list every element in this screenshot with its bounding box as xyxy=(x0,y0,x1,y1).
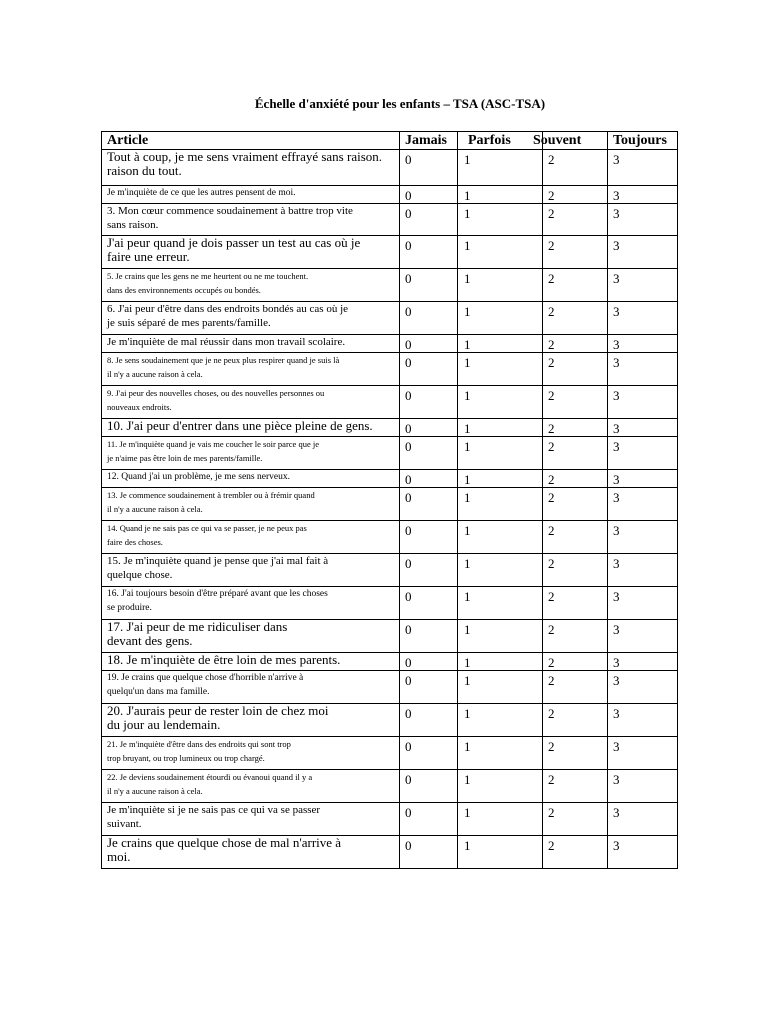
score-toujours: 3 xyxy=(608,204,678,236)
item-text-line: il n'y a aucune raison à cela. xyxy=(107,786,203,796)
table-row xyxy=(102,521,678,554)
score-souvent: 2 xyxy=(543,386,608,419)
score-parfois: 1 xyxy=(458,587,543,620)
item-text-line: Je m'inquiète de mal réussir dans mon travail scolaire. xyxy=(107,336,346,348)
item-text-line: 13. Je commence soudainement à trembler ou à frémir quand xyxy=(107,490,315,500)
score-jamais: 0 xyxy=(400,620,458,653)
score-parfois: 1 xyxy=(458,803,543,836)
score-parfois: 1 xyxy=(458,653,543,671)
table-row xyxy=(102,737,678,770)
score-parfois: 1 xyxy=(458,488,543,521)
score-souvent: 2 xyxy=(543,620,608,653)
item-text xyxy=(102,353,400,386)
score-souvent: 2 xyxy=(543,437,608,470)
item-text xyxy=(102,737,400,770)
item-text-line: 15. Je m'inquiète quand je pense que j'ai mal fait à xyxy=(107,555,329,567)
score-parfois: 1 xyxy=(458,204,543,236)
score-toujours: 3 xyxy=(608,620,678,653)
score-souvent: 2 xyxy=(543,836,608,869)
score-souvent: 2 xyxy=(543,653,608,671)
score-souvent: 2 xyxy=(543,704,608,737)
item-text-line: 12. Quand j'ai un problème, je me sens nerveux. xyxy=(107,472,290,482)
table-row xyxy=(102,671,678,704)
score-toujours: 3 xyxy=(608,803,678,836)
score-jamais: 0 xyxy=(400,437,458,470)
item-text xyxy=(102,620,400,653)
score-souvent: 2 xyxy=(543,587,608,620)
table-row xyxy=(102,150,678,186)
table-row xyxy=(102,470,678,488)
score-souvent: 2 xyxy=(543,803,608,836)
anxiety-scale-table xyxy=(101,131,678,869)
table-row xyxy=(102,620,678,653)
item-text-line: 8. Je sens soudainement que je ne peux plus respirer quand je suis là xyxy=(107,355,340,365)
table-row xyxy=(102,302,678,335)
item-text xyxy=(102,488,400,521)
item-text xyxy=(102,671,400,704)
score-toujours: 3 xyxy=(608,653,678,671)
score-parfois: 1 xyxy=(458,236,543,269)
score-parfois: 1 xyxy=(458,386,543,419)
score-souvent: 2 xyxy=(543,302,608,335)
item-text-line: 11. Je m'inquiète quand je vais me coucher le soir parce que je xyxy=(107,439,319,449)
score-toujours: 3 xyxy=(608,554,678,587)
score-souvent: 2 xyxy=(543,204,608,236)
item-text xyxy=(102,204,400,236)
item-text-line: quelqu'un dans ma famille. xyxy=(107,687,210,697)
item-text-line: devant des gens. xyxy=(107,633,193,648)
score-jamais: 0 xyxy=(400,803,458,836)
header-toujours: Toujours xyxy=(608,132,678,150)
item-text xyxy=(102,150,400,186)
item-text xyxy=(102,437,400,470)
item-text-line: faire une erreur. xyxy=(107,249,190,264)
score-jamais: 0 xyxy=(400,150,458,186)
score-toujours: 3 xyxy=(608,587,678,620)
item-text-line: moi. xyxy=(107,849,131,864)
item-text-line: Je crains que quelque chose de mal n'arrive à xyxy=(107,835,342,850)
score-parfois: 1 xyxy=(458,671,543,704)
item-text xyxy=(102,770,400,803)
score-parfois: 1 xyxy=(458,302,543,335)
score-souvent: 2 xyxy=(543,269,608,302)
score-toujours: 3 xyxy=(608,836,678,869)
score-toujours: 3 xyxy=(608,470,678,488)
score-souvent: 2 xyxy=(543,186,608,204)
document-title: Échelle d'anxiété pour les enfants – TSA (ASC-TSA) xyxy=(254,96,546,111)
score-souvent: 2 xyxy=(543,521,608,554)
score-souvent: 2 xyxy=(543,737,608,770)
score-parfois: 1 xyxy=(458,521,543,554)
score-souvent: 2 xyxy=(543,236,608,269)
item-text xyxy=(102,587,400,620)
score-parfois: 1 xyxy=(458,620,543,653)
score-toujours: 3 xyxy=(608,437,678,470)
item-text xyxy=(102,836,400,869)
table-row xyxy=(102,587,678,620)
table-row xyxy=(102,236,678,269)
score-toujours: 3 xyxy=(608,335,678,353)
table-row xyxy=(102,186,678,204)
score-jamais: 0 xyxy=(400,488,458,521)
item-text xyxy=(102,653,400,671)
item-text-line: 6. J'ai peur d'être dans des endroits bondés au cas où je xyxy=(107,303,349,315)
score-parfois: 1 xyxy=(458,186,543,204)
item-text-line: sans raison. xyxy=(107,219,159,231)
score-toujours: 3 xyxy=(608,671,678,704)
item-text-line: quelque chose. xyxy=(107,569,173,581)
score-jamais: 0 xyxy=(400,521,458,554)
score-jamais: 0 xyxy=(400,302,458,335)
item-text-line: 18. Je m'inquiète de être loin de mes parents. xyxy=(107,652,341,667)
score-jamais: 0 xyxy=(400,419,458,437)
score-parfois: 1 xyxy=(458,335,543,353)
score-toujours: 3 xyxy=(608,236,678,269)
item-text-line: se produire. xyxy=(107,603,152,613)
item-text xyxy=(102,521,400,554)
score-parfois: 1 xyxy=(458,470,543,488)
score-jamais: 0 xyxy=(400,653,458,671)
score-toujours: 3 xyxy=(608,302,678,335)
score-parfois: 1 xyxy=(458,770,543,803)
score-jamais: 0 xyxy=(400,671,458,704)
score-toujours: 3 xyxy=(608,150,678,186)
item-text-line: 3. Mon cœur commence soudainement à battre trop vite xyxy=(107,205,353,217)
score-toujours: 3 xyxy=(608,770,678,803)
table-row xyxy=(102,419,678,437)
item-text-line: nouveaux endroits. xyxy=(107,402,172,412)
item-text-line: 5. Je crains que les gens ne me heurtent ou ne me touchent. xyxy=(107,271,309,281)
table-row xyxy=(102,704,678,737)
item-text-line: trop bruyant, ou trop lumineux ou trop chargé. xyxy=(107,753,265,763)
item-text-line: je suis séparé de mes parents/famille. xyxy=(107,317,271,329)
score-toujours: 3 xyxy=(608,419,678,437)
score-parfois: 1 xyxy=(458,704,543,737)
score-jamais: 0 xyxy=(400,386,458,419)
item-text-line: 19. Je crains que quelque chose d'horrible n'arrive à xyxy=(107,673,304,683)
score-jamais: 0 xyxy=(400,836,458,869)
item-text xyxy=(102,386,400,419)
item-text xyxy=(102,470,400,488)
score-parfois: 1 xyxy=(458,554,543,587)
item-text xyxy=(102,803,400,836)
score-souvent: 2 xyxy=(543,770,608,803)
score-souvent: 2 xyxy=(543,488,608,521)
item-text-line: Je m'inquiète de ce que les autres pensent de moi. xyxy=(107,188,296,198)
item-text-line: J'ai peur quand je dois passer un test au cas où je xyxy=(107,235,361,250)
item-text-line: du jour au lendemain. xyxy=(107,717,221,732)
table-row xyxy=(102,386,678,419)
score-jamais: 0 xyxy=(400,236,458,269)
score-jamais: 0 xyxy=(400,737,458,770)
score-toujours: 3 xyxy=(608,186,678,204)
item-text xyxy=(102,236,400,269)
score-jamais: 0 xyxy=(400,269,458,302)
item-text-line: faire des choses. xyxy=(107,537,163,547)
item-text-line: 14. Quand je ne sais pas ce qui va se passer, je ne peux pas xyxy=(107,523,307,533)
item-text-line: 10. J'ai peur d'entrer dans une pièce pleine de gens. xyxy=(107,418,373,433)
item-text-line: raison du tout. xyxy=(107,163,182,178)
score-parfois: 1 xyxy=(458,269,543,302)
header-row xyxy=(102,132,678,150)
header-souvent: Souvent xyxy=(533,132,598,150)
score-toujours: 3 xyxy=(608,704,678,737)
item-text xyxy=(102,269,400,302)
table-row xyxy=(102,488,678,521)
item-text xyxy=(102,335,400,353)
item-text xyxy=(102,554,400,587)
score-jamais: 0 xyxy=(400,353,458,386)
score-jamais: 0 xyxy=(400,470,458,488)
header-article: Article xyxy=(102,132,400,150)
score-parfois: 1 xyxy=(458,836,543,869)
score-jamais: 0 xyxy=(400,704,458,737)
table-row xyxy=(102,335,678,353)
table-row xyxy=(102,353,678,386)
score-jamais: 0 xyxy=(400,335,458,353)
table-row xyxy=(102,204,678,236)
table-row xyxy=(102,269,678,302)
score-jamais: 0 xyxy=(400,587,458,620)
item-text xyxy=(102,419,400,437)
score-souvent: 2 xyxy=(543,470,608,488)
table-row xyxy=(102,554,678,587)
score-parfois: 1 xyxy=(458,150,543,186)
header-parfois: Parfois xyxy=(458,132,543,150)
item-text-line: 22. Je deviens soudainement étourdi ou évanoui quand il y a xyxy=(107,772,313,782)
score-souvent: 2 xyxy=(543,554,608,587)
score-souvent: 2 xyxy=(543,150,608,186)
score-jamais: 0 xyxy=(400,204,458,236)
table-row xyxy=(102,770,678,803)
score-toujours: 3 xyxy=(608,269,678,302)
header-jamais: Jamais xyxy=(400,132,458,150)
item-text xyxy=(102,186,400,204)
item-text-line: Je m'inquiète si je ne sais pas ce qui va se passer xyxy=(107,804,321,816)
item-text-line: 9. J'ai peur des nouvelles choses, ou des nouvelles personnes ou xyxy=(107,388,325,398)
item-text-line: il n'y a aucune raison à cela. xyxy=(107,504,203,514)
score-jamais: 0 xyxy=(400,554,458,587)
item-text-line: 17. J'ai peur de me ridiculiser dans xyxy=(107,619,288,634)
table-row xyxy=(102,653,678,671)
score-parfois: 1 xyxy=(458,437,543,470)
score-toujours: 3 xyxy=(608,353,678,386)
item-text-line: 16. J'ai toujours besoin d'être préparé avant que les choses xyxy=(107,589,328,599)
score-toujours: 3 xyxy=(608,737,678,770)
table-row xyxy=(102,437,678,470)
item-text-line: 20. J'aurais peur de rester loin de chez moi xyxy=(107,703,329,718)
item-text-line: je n'aime pas être loin de mes parents/famille. xyxy=(107,453,263,463)
score-toujours: 3 xyxy=(608,386,678,419)
item-text xyxy=(102,704,400,737)
score-jamais: 0 xyxy=(400,186,458,204)
score-toujours: 3 xyxy=(608,521,678,554)
score-souvent: 2 xyxy=(543,671,608,704)
score-souvent: 2 xyxy=(543,419,608,437)
item-text-line: 21. Je m'inquiète d'être dans des endroits qui sont trop xyxy=(107,739,291,749)
item-text-line: il n'y a aucune raison à cela. xyxy=(107,369,203,379)
table-row xyxy=(102,803,678,836)
score-souvent: 2 xyxy=(543,353,608,386)
score-toujours: 3 xyxy=(608,488,678,521)
score-souvent: 2 xyxy=(543,335,608,353)
item-text-line: dans des environnements occupés ou bondés. xyxy=(107,285,261,295)
item-text-line: suivant. xyxy=(107,818,142,830)
item-text-line: Tout à coup, je me sens vraiment effrayé sans raison. xyxy=(107,149,383,164)
table-row xyxy=(102,836,678,869)
score-parfois: 1 xyxy=(458,737,543,770)
score-parfois: 1 xyxy=(458,353,543,386)
item-text xyxy=(102,302,400,335)
score-parfois: 1 xyxy=(458,419,543,437)
score-jamais: 0 xyxy=(400,770,458,803)
